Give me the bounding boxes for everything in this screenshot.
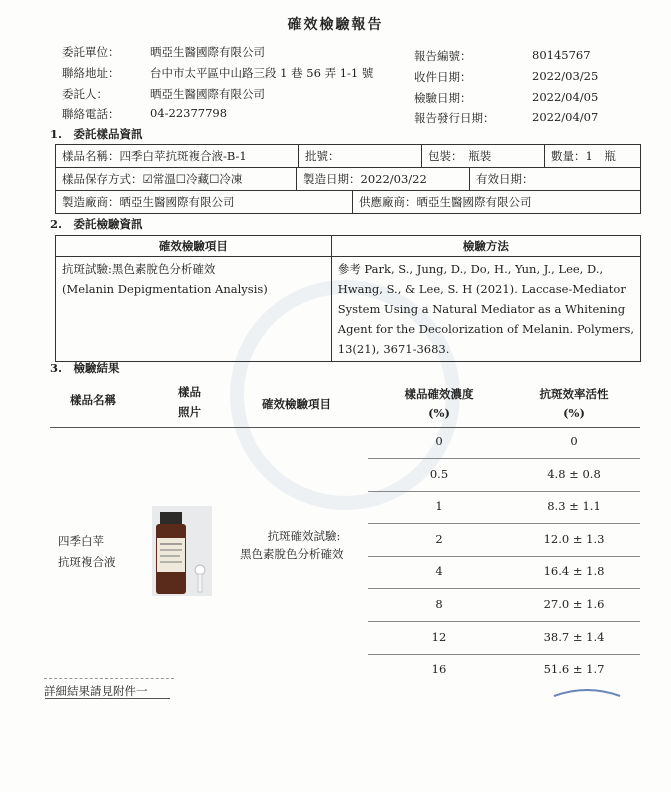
supplier: 供應廠商：晒亞生醫國際有限公司 [353,191,641,214]
result-concentration: 12 [431,629,447,644]
report-no: 80145767 [532,48,591,62]
col-activity-2: (%) [563,406,585,420]
test-item-line2: 黑色素脫色分析確效 [240,547,344,561]
test-item-cell [56,257,332,362]
section3-heading: 3. 檢驗結果 [50,361,120,375]
package: 包裝： 瓶裝 [422,145,545,168]
test-method-cell [331,257,640,362]
storage-table [55,167,641,191]
report-title: 確效檢驗報告 [287,17,384,33]
test-info-table [55,235,641,362]
test-item-line1: 抗斑確效試驗: [267,529,341,543]
quantity: 數量：1 瓶 [545,145,641,168]
address-label: 聯絡地址： [62,66,120,80]
result-concentration: 8 [435,597,443,611]
receive-date: 2022/03/25 [532,69,599,83]
result-concentration: 16 [431,662,447,677]
result-concentration: 1 [435,499,443,514]
client-unit: 晒亞生醫國際有限公司 [150,45,265,59]
section1-heading: 1. 委託樣品資訊 [50,127,143,141]
col-conc-2: (%) [428,406,450,420]
result-row-divider [368,621,640,622]
sample-info-table [55,144,641,168]
result-row-divider [368,523,640,524]
col-conc-1: 樣品確效濃度 [404,387,474,401]
inspect-date-label: 檢驗日期： [414,91,472,105]
result-concentration: 4 [435,564,443,579]
bottle-icon [152,506,212,596]
result-row-divider [368,491,640,492]
sample-name-line2: 抗斑複合液 [58,555,116,569]
manufacturer: 製造廠商：晒亞生醫國際有限公司 [56,191,353,214]
client-unit-label: 委託單位： [62,45,120,59]
result-row-divider [368,654,640,655]
col-activity-1: 抗斑效率活性 [539,387,609,401]
test-method-header: 檢驗方法 [331,236,640,257]
phone: 04-22377798 [150,106,228,120]
test-item-header: 確效檢驗項目 [56,236,332,257]
method-line: 參考 Park, S., Jung, D., Do, H., Yun, J., Lee, D., [337,262,604,276]
col-test-item: 確效檢驗項目 [262,397,331,411]
client-person-label: 委託人： [62,87,108,101]
result-activity: 12.0 ± 1.3 [543,531,605,546]
result-row-divider [368,458,640,459]
col-photo-1: 樣品 [178,385,201,399]
result-activity: 51.6 ± 1.7 [543,662,605,677]
result-activity: 38.7 ± 1.4 [543,629,605,644]
col-photo-2: 照片 [178,405,201,419]
results-header-rule [50,427,640,428]
test-item-line1: 抗斑試驗:黑色素脫色分析確效 [62,262,216,276]
footer-note: 詳細結果請見附件一 [44,684,148,698]
result-activity: 8.3 ± 1.1 [547,499,601,514]
storage: 樣品保存方式：☑常溫☐冷藏☐冷凍 [56,168,297,191]
sample-name-line1: 四季白苹 [58,534,104,548]
issue-date-label: 報告發行日期： [414,111,495,125]
sample-name: 樣品名稱：四季白苹抗斑複合液-B-1 [56,145,299,168]
sample-photo [152,506,212,596]
result-row-divider [368,556,640,557]
method-line: Hwang, S., & Lee, S. H (2021). Laccase-Mediator [337,282,626,296]
method-line: Agent for the Decolorization of Melanin. Polymers, [337,322,634,336]
receive-date-label: 收件日期： [414,70,472,84]
result-concentration: 2 [435,531,443,546]
test-item-line2: (Melanin Depigmentation Analysis) [62,282,268,296]
issue-date: 2022/04/07 [532,110,599,124]
result-activity: 4.8 ± 0.8 [547,466,601,481]
maker-table [55,190,641,214]
result-activity: 27.0 ± 1.6 [543,597,605,611]
stamp-mark-icon [552,686,622,700]
result-row-divider [368,588,640,589]
expiry: 有效日期： [470,168,641,191]
result-concentration: 0.5 [429,466,449,481]
batch: 批號： [299,145,422,168]
footer-underline [45,698,170,699]
result-activity: 0 [570,434,578,448]
report-no-label: 報告編號： [414,49,472,63]
mfg-date: 製造日期：2022/03/22 [297,168,470,191]
phone-label: 聯絡電話： [62,107,120,121]
results-end-rule [44,678,174,679]
section2-heading: 2. 委託檢驗資訊 [50,217,143,231]
client-person: 晒亞生醫國際有限公司 [150,87,265,101]
result-activity: 16.4 ± 1.8 [543,564,605,579]
inspect-date: 2022/04/05 [532,90,599,104]
method-line: 13(21), 3671-3683. [337,342,450,356]
result-concentration: 0 [435,434,443,448]
method-line: System Using a Natural Mediator as a Whitening [337,302,626,316]
address: 台中市太平區中山路三段 1 巷 56 弄 1-1 號 [150,66,374,80]
col-sample-name: 樣品名稱 [70,393,116,407]
